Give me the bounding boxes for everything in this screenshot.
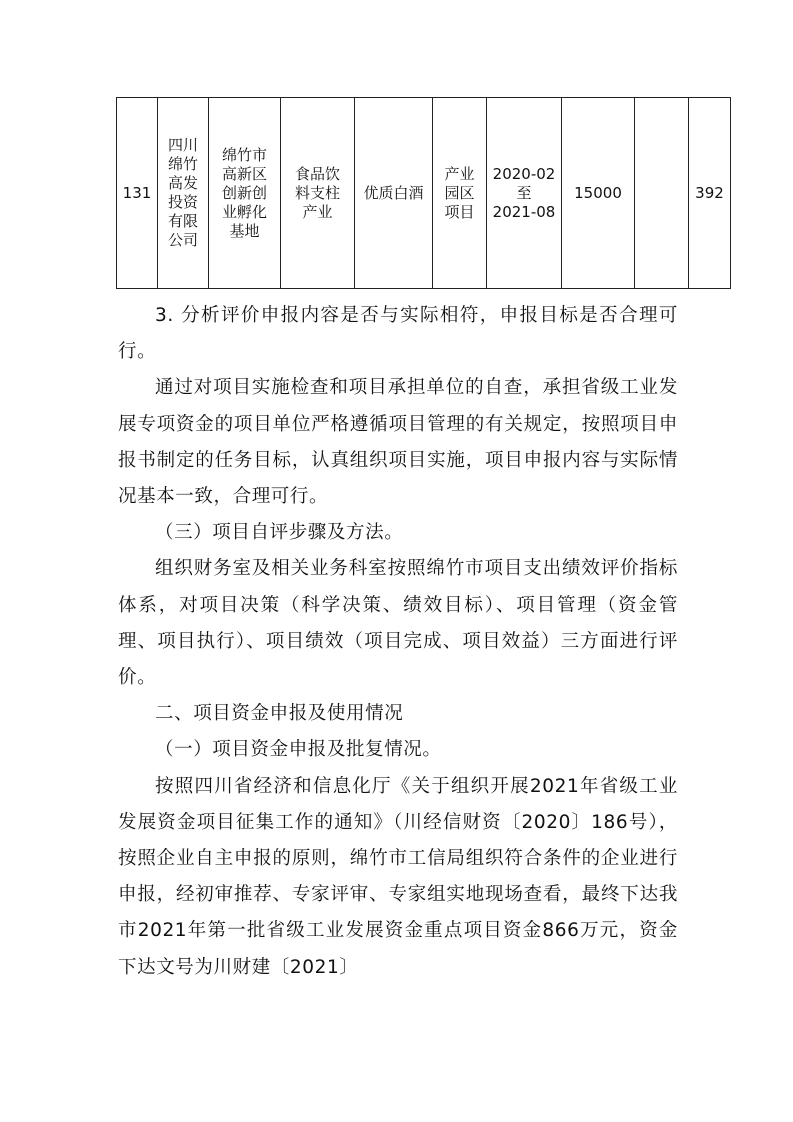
cell-period: 2020-02 至 2021-08 [487,98,562,289]
paragraph: 3. 分析评价申报内容是否与实际相符，申报目标是否合理可行。 [118,305,678,363]
paragraph: 组织财务室及相关业务科室按照绵竹市项目支出绩效评价指标体系，对项目决策（科学决策、绩效目标）、项目管理（资金管理、项目执行）、项目绩效（项目完成、项目效益）三方面进行评价。 [118,558,678,689]
cell-amount: 392 [689,98,731,289]
cell-company: 四川 绵竹 高发 投资 有限 公司 [158,98,209,289]
cell-location: 绵竹市 高新区 创新创 业孵化 基地 [209,98,281,289]
cell-project-type: 产业 园区 项目 [433,98,487,289]
paragraph: 通过对项目实施检查和项目承担单位的自查，承担省级工业发展专项资金的项目单位严格遵循项目管理的有关规定，按照项目申报书制定的任务目标，认真组织项目实施，项目申报内容与实际情况基本一致，合理可行。 [118,377,678,508]
paragraph: （三）项目自评步骤及方法。 [155,522,404,544]
paragraph: （一）项目资金申报及批复情况。 [155,739,442,761]
cell-index: 131 [117,98,158,289]
cell-investment: 15000 [562,98,635,289]
table-row [117,98,731,289]
cell-industry: 食品饮 料支柱 产业 [281,98,355,289]
paragraph: 按照四川省经济和信息化厅《关于组织开展2021年省级工业发展资金项目征集工作的通知》（川经信财资〔2020〕186号），按照企业自主申报的原则，绵竹市工信局组织符合条件的企业进行申报，经初审推荐、专家评审、专家组实地现场查看，最终下达我市2021年第一批省级工业发展资金重点项目资金866万元，资金下达文号为川财建〔2021〕 [118,775,678,978]
project-table [116,97,731,289]
body-text [118,298,678,986]
cell-product: 优质白酒 [355,98,433,289]
cell-blank [635,98,689,289]
paragraph: 二、项目资金申报及使用情况 [155,703,404,725]
